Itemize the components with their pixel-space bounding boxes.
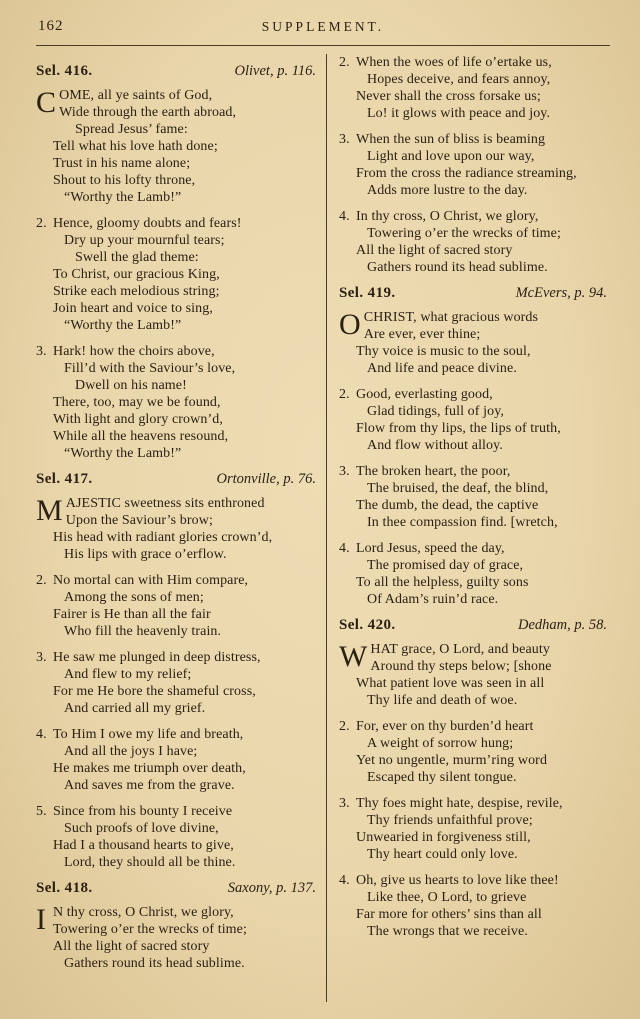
verse-line: Dry up your mournful tears; bbox=[64, 233, 225, 248]
verse-line: Wide through the earth abroad, bbox=[59, 105, 237, 120]
verse-line: Thy life and death of woe. bbox=[367, 693, 518, 708]
verse-line: For, ever on thy burden’d heart bbox=[356, 719, 534, 734]
verse-line: And all the joys I have; bbox=[64, 744, 198, 759]
verse-line: With light and glory crown’d, bbox=[53, 412, 223, 427]
verse bbox=[339, 872, 607, 940]
verse-number: 5. bbox=[36, 804, 47, 819]
verse-number: 4. bbox=[36, 727, 47, 742]
verse-line: Trust in his name alone; bbox=[53, 156, 191, 171]
column-divider-rule bbox=[326, 54, 327, 1002]
page-title: SUPPLEMENT. bbox=[261, 19, 385, 34]
verse-number: 4. bbox=[339, 873, 350, 888]
verse-line: Light and love upon our way, bbox=[367, 149, 535, 164]
verse bbox=[36, 572, 316, 640]
verse-line: And carried all my grief. bbox=[64, 701, 206, 716]
verse bbox=[339, 131, 607, 199]
verse-line: Yet no ungentle, murm’ring word bbox=[356, 753, 548, 768]
verse-line: Strike each melodious string; bbox=[53, 284, 220, 299]
verse-line: He saw me plunged in deep distress, bbox=[53, 650, 261, 665]
verse-line: No mortal can with Him compare, bbox=[53, 573, 249, 588]
verse-line: Who fill the heavenly train. bbox=[64, 624, 222, 639]
verse-line: Gathers round its head sublime. bbox=[367, 260, 548, 275]
verse-number: 2. bbox=[36, 216, 47, 231]
verse bbox=[339, 641, 607, 709]
verse-line: And saves me from the grave. bbox=[64, 778, 235, 793]
selection-number: Sel. 418. bbox=[36, 880, 93, 896]
verse-line: Fairer is He than all the fair bbox=[53, 607, 211, 622]
verse-line: Dwell on his name! bbox=[75, 378, 187, 393]
selection-number: Sel. 417. bbox=[36, 471, 93, 487]
verse-line: Join heart and voice to sing, bbox=[53, 301, 213, 316]
verse-number: 4. bbox=[339, 209, 350, 224]
verse-line: Hopes deceive, and fears annoy, bbox=[367, 72, 551, 87]
verse-line: “Worthy the Lamb!” bbox=[64, 318, 182, 333]
verse-line: Towering o’er the wrecks of time; bbox=[53, 922, 247, 937]
verse-line: The broken heart, the poor, bbox=[356, 464, 511, 479]
verse bbox=[36, 87, 316, 206]
verse-line: To Christ, our gracious King, bbox=[53, 267, 220, 282]
verse-line: And flew to my relief; bbox=[64, 667, 192, 682]
selection-number: Sel. 419. bbox=[339, 285, 396, 301]
verse-line: N thy cross, O Christ, we glory, bbox=[53, 905, 234, 920]
verse-line: Thy heart could only love. bbox=[367, 847, 518, 862]
verse-line: Hence, gloomy doubts and fears! bbox=[53, 216, 242, 231]
verse-line: All the light of sacred story bbox=[356, 243, 513, 258]
verse bbox=[36, 343, 316, 462]
verse-line: Far more for others’ sins than all bbox=[356, 907, 542, 922]
selection-header bbox=[36, 471, 316, 488]
verse-line: Fill’d with the Saviour’s love, bbox=[64, 361, 236, 376]
verse-line: His lips with grace o’erflow. bbox=[64, 547, 227, 562]
tune-reference: Olivet, p. 116. bbox=[234, 63, 316, 79]
tune-reference: Dedham, p. 58. bbox=[517, 617, 607, 633]
verse-line: While all the heavens resound, bbox=[53, 429, 229, 444]
verse-line: Good, everlasting good, bbox=[356, 387, 493, 402]
tune-reference: Ortonville, p. 76. bbox=[216, 471, 316, 487]
verse-line: Escaped thy silent tongue. bbox=[367, 770, 517, 785]
verse-line: The promised day of grace, bbox=[367, 558, 524, 573]
verse-line: Like thee, O Lord, to grieve bbox=[367, 890, 527, 905]
verse-number: 2. bbox=[339, 387, 350, 402]
verse-line: Thy voice is music to the soul, bbox=[356, 344, 531, 359]
drop-cap: C bbox=[36, 86, 57, 119]
verse-line: Thy friends unfaithful prove; bbox=[367, 813, 533, 828]
verse-line: And flow without alloy. bbox=[367, 438, 503, 453]
selection-header bbox=[36, 63, 316, 80]
verse-number: 2. bbox=[339, 55, 350, 70]
verse bbox=[339, 386, 607, 454]
verse-line: “Worthy the Lamb!” bbox=[64, 446, 182, 461]
verse-line: When the sun of bliss is beaming bbox=[356, 132, 546, 147]
verse bbox=[339, 208, 607, 276]
drop-cap: W bbox=[339, 640, 368, 673]
tune-reference: Saxony, p. 137. bbox=[227, 880, 316, 896]
verse-line: When the woes of life o’ertake us, bbox=[356, 55, 552, 70]
verse-line: Never shall the cross forsake us; bbox=[356, 89, 541, 104]
verse-line: To Him I owe my life and breath, bbox=[53, 727, 244, 742]
verse-line: Shout to his lofty throne, bbox=[53, 173, 196, 188]
verse-line: Lo! it glows with peace and joy. bbox=[367, 106, 551, 121]
verse-line: The bruised, the deaf, the blind, bbox=[367, 481, 549, 496]
verse-line: What patient love was seen in all bbox=[356, 676, 545, 691]
verse-line: Swell the glad theme: bbox=[75, 250, 199, 265]
verse-line: All the light of sacred story bbox=[53, 939, 210, 954]
verse bbox=[339, 718, 607, 786]
verse-line: Around thy steps below; [shone bbox=[370, 659, 552, 674]
tune-reference: McEvers, p. 94. bbox=[515, 285, 607, 301]
verse-line: A weight of sorrow hung; bbox=[367, 736, 514, 751]
verse-line: And life and peace divine. bbox=[367, 361, 517, 376]
verse-number: 2. bbox=[36, 573, 47, 588]
verse-line: The dumb, the dead, the captive bbox=[356, 498, 539, 513]
verse-line: In thee compassion find. [wretch, bbox=[367, 515, 558, 530]
verse-line: Tell what his love hath done; bbox=[53, 139, 218, 154]
drop-cap: I bbox=[36, 903, 47, 936]
verse bbox=[36, 649, 316, 717]
verse bbox=[339, 309, 607, 377]
selection-header bbox=[339, 285, 607, 302]
page-header bbox=[36, 16, 610, 46]
text-columns bbox=[36, 46, 610, 1014]
verse-number: 3. bbox=[339, 132, 350, 147]
verse-number: 3. bbox=[36, 650, 47, 665]
verse-line: Flow from thy lips, the lips of truth, bbox=[356, 421, 561, 436]
verse bbox=[36, 803, 316, 871]
verse-number: 3. bbox=[339, 464, 350, 479]
verse-number: 3. bbox=[339, 796, 350, 811]
verse-line: Are ever, ever thine; bbox=[363, 327, 481, 342]
verse bbox=[339, 795, 607, 863]
verse-line: For me He bore the shameful cross, bbox=[53, 684, 256, 699]
verse-line: Glad tidings, full of joy, bbox=[367, 404, 505, 419]
verse bbox=[36, 726, 316, 794]
verse bbox=[36, 215, 316, 334]
selection-header bbox=[339, 617, 607, 634]
verse-line: CHRIST, what gracious words bbox=[363, 310, 539, 325]
verse-line: Had I a thousand hearts to give, bbox=[53, 838, 234, 853]
verse-line: HAT grace, O Lord, and beauty bbox=[370, 642, 550, 657]
right-column bbox=[339, 54, 607, 1014]
verse-line: To all the helpless, guilty sons bbox=[356, 575, 529, 590]
verse-line: “Worthy the Lamb!” bbox=[64, 190, 182, 205]
verse-line: Towering o’er the wrecks of time; bbox=[367, 226, 561, 241]
verse-line: Of Adam’s ruin’d race. bbox=[367, 592, 499, 607]
selection-header bbox=[36, 880, 316, 897]
verse-line: OME, all ye saints of God, bbox=[59, 88, 213, 103]
verse-line: There, too, may we be found, bbox=[53, 395, 221, 410]
verse-number: 4. bbox=[339, 541, 350, 556]
left-column bbox=[36, 54, 316, 1014]
drop-cap: M bbox=[36, 494, 63, 527]
verse bbox=[36, 904, 316, 972]
verse-line: Thy foes might hate, despise, revile, bbox=[356, 796, 563, 811]
verse-line: Unwearied in forgiveness still, bbox=[356, 830, 531, 845]
verse-line: Adds more lustre to the day. bbox=[367, 183, 528, 198]
verse-line: He makes me triumph over death, bbox=[53, 761, 246, 776]
drop-cap: O bbox=[339, 308, 361, 341]
verse-line: Upon the Saviour’s brow; bbox=[65, 513, 213, 528]
verse-line: Spread Jesus’ fame: bbox=[75, 122, 188, 137]
selection-number: Sel. 420. bbox=[339, 617, 396, 633]
page-number: 162 bbox=[38, 18, 64, 34]
verse-number: 2. bbox=[339, 719, 350, 734]
verse bbox=[339, 54, 607, 122]
verse-line: The wrongs that we receive. bbox=[367, 924, 528, 939]
verse-line: AJESTIC sweetness sits enthroned bbox=[65, 496, 265, 511]
verse-line: In thy cross, O Christ, we glory, bbox=[356, 209, 539, 224]
verse bbox=[36, 495, 316, 563]
selection-number: Sel. 416. bbox=[36, 63, 93, 79]
verse bbox=[339, 463, 607, 531]
verse-line: Such proofs of love divine, bbox=[64, 821, 219, 836]
verse-line: Among the sons of men; bbox=[64, 590, 204, 605]
verse-line: Lord Jesus, speed the day, bbox=[356, 541, 505, 556]
verse-line: Since from his bounty I receive bbox=[53, 804, 233, 819]
verse-line: Lord, they should all be thine. bbox=[64, 855, 236, 870]
verse-line: Oh, give us hearts to love like thee! bbox=[356, 873, 559, 888]
verse bbox=[339, 540, 607, 608]
verse-line: Gathers round its head sublime. bbox=[64, 956, 245, 971]
verse-line: Hark! how the choirs above, bbox=[53, 344, 215, 359]
verse-number: 3. bbox=[36, 344, 47, 359]
verse-line: His head with radiant glories crown’d, bbox=[53, 530, 273, 545]
verse-line: From the cross the radiance streaming, bbox=[356, 166, 577, 181]
